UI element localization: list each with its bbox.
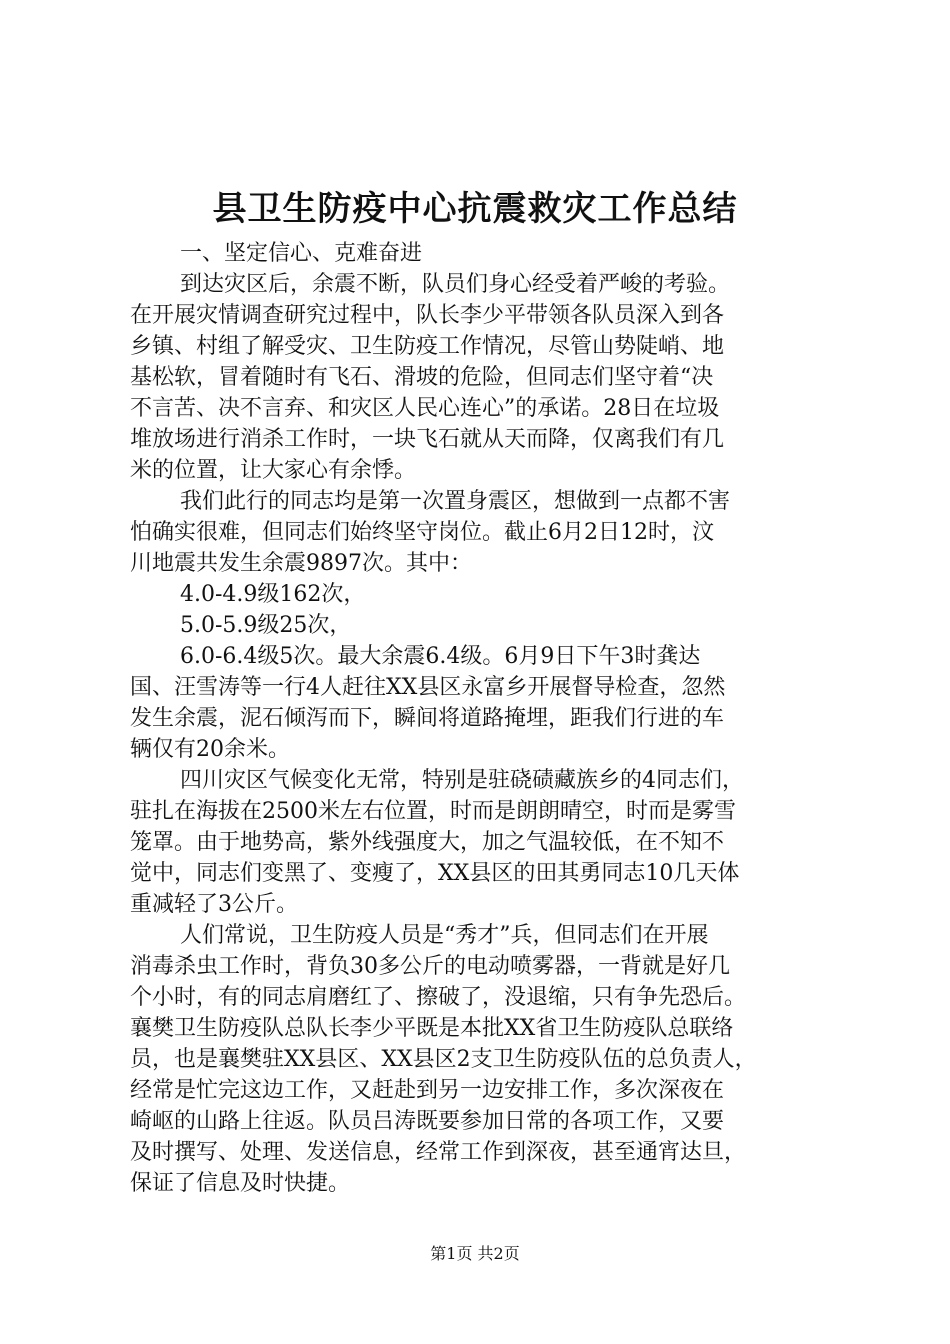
paragraph-line: 基松软，冒着随时有飞石、滑坡的危险，但同志们坚守着“决: [130, 365, 714, 390]
paragraph-line: 到达灾区后，余震不断，队员们身心经受着严峻的考验。: [180, 272, 731, 297]
paragraph-line: 消毒杀虫工作时，背负30多公斤的电动喷雾器，一背就是好几: [130, 954, 730, 979]
paragraph-line: 我们此行的同志均是第一次置身震区，想做到一点都不害: [180, 489, 731, 514]
paragraph-line: 米的位置，让大家心有余悸。: [130, 458, 417, 483]
paragraph-line: 保证了信息及时快捷。: [130, 1171, 351, 1196]
paragraph-line: 怕确实很难，但同志们始终坚守岗位。截止6月2日12时，汶: [130, 520, 714, 545]
paragraph-line: 觉中，同志们变黑了、变瘦了，XX县区的田其勇同志10几天体: [130, 861, 740, 886]
list-item: 6.0-6.4级5次。最大余震6.4级。6月9日下午3时龚达: [180, 644, 701, 669]
list-item: 5.0-5.9级25次，: [180, 613, 352, 638]
paragraph-line: 辆仅有20余米。: [130, 737, 290, 762]
document-title: 县卫生防疫中心抗震救灾工作总结: [212, 189, 738, 229]
paragraph-line: 川地震共发生余震9897次。其中：: [130, 551, 472, 576]
paragraph-line: 重减轻了3公斤。: [130, 892, 298, 917]
paragraph-line: 在开展灾情调查研究过程中，队长李少平带领各队员深入到各: [130, 303, 725, 328]
paragraph-line: 国、汪雪涛等一行4人赶往XX县区永富乡开展督导检查，忽然: [130, 675, 726, 700]
paragraph-line: 个小时，有的同志肩磨红了、擦破了，没退缩，只有争先恐后。: [130, 985, 747, 1010]
page-number-footer: 第1页 共2页: [430, 1244, 520, 1263]
list-item: 4.0-4.9级162次，: [180, 582, 366, 607]
paragraph-line: 不言苦、决不言弃、和灾区人民心连心”的承诺。28日在垃圾: [130, 396, 720, 421]
paragraph-line: 乡镇、村组了解受灾、卫生防疫工作情况，尽管山势陡峭、地: [130, 334, 725, 359]
paragraph-line: 四川灾区气候变化无常，特别是驻硗碛藏族乡的4同志们，: [180, 768, 744, 793]
paragraph-line: 经常是忙完这边工作，又赶赴到另一边安排工作，多次深夜在: [130, 1078, 725, 1103]
paragraph-line: 笼罩。由于地势高，紫外线强度大，加之气温较低，在不知不: [130, 830, 725, 855]
paragraph-line: 驻扎在海拔在2500米左右位置，时而是朗朗晴空，时而是雾雪: [130, 799, 736, 824]
paragraph-line: 人们常说，卫生防疫人员是“秀才”兵，但同志们在开展: [180, 923, 709, 948]
paragraph-line: 及时撰写、处理、发送信息，经常工作到深夜，甚至通宵达旦，: [130, 1140, 747, 1165]
paragraph-line: 员，也是襄樊驻XX县区、XX县区2支卫生防疫队伍的总负责人，: [130, 1047, 757, 1072]
section-heading: 一、坚定信心、克难奋进: [180, 241, 423, 266]
paragraph-line: 崎岖的山路上往返。队员吕涛既要参加日常的各项工作，又要: [130, 1109, 725, 1134]
paragraph-line: 堆放场进行消杀工作时，一块飞石就从天而降，仅离我们有几: [130, 427, 725, 452]
paragraph-line: 襄樊卫生防疫队总队长李少平既是本批XX省卫生防疫队总联络: [130, 1016, 734, 1041]
paragraph-line: 发生余震，泥石倾泻而下，瞬间将道路掩埋，距我们行进的车: [130, 706, 725, 731]
document-body: [130, 238, 830, 1199]
